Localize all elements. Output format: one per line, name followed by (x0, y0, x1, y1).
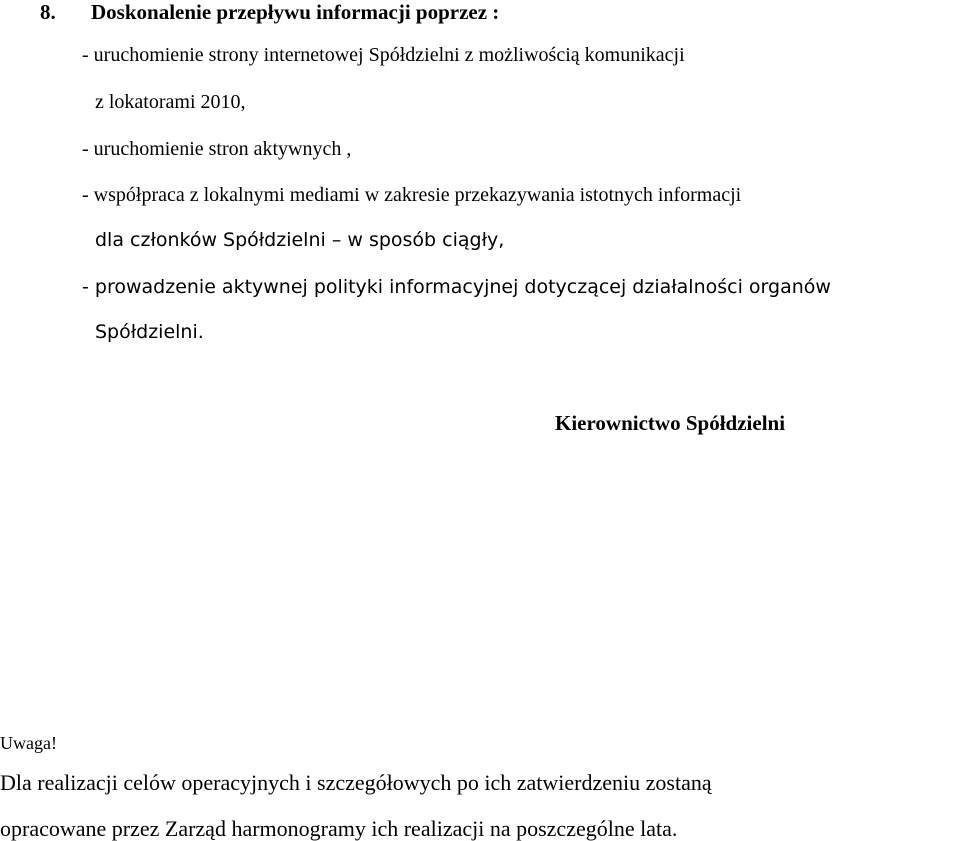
list-item-continuation: z lokatorami 2010, (95, 91, 246, 113)
note-line: opracowane przez Zarząd harmonogramy ich realizacji na poszczególne lata. (0, 816, 678, 841)
section-title: Doskonalenie przepływu informacji poprzez : (91, 0, 500, 24)
note-line: Dla realizacji celów operacyjnych i szczegółowych po ich zatwierdzeniu zostaną (0, 770, 712, 795)
signature: Kierownictwo Spółdzielni (555, 411, 786, 435)
list-item: - współpraca z lokalnymi mediami w zakresie przekazywania istotnych informacji (82, 184, 742, 206)
section-heading (40, 2, 499, 23)
list-item: - prowadzenie aktywnej polityki informacyjnej dotyczącej działalności organów (82, 276, 831, 298)
section-number: 8. (40, 0, 56, 24)
list-item: - uruchomienie stron aktywnych , (82, 138, 352, 160)
list-item-continuation: dla członków Spółdzielni – w sposób ciągły, (95, 229, 505, 251)
list-item: - uruchomienie strony internetowej Spółdzielni z możliwością komunikacji (82, 44, 685, 66)
note-label: Uwaga! (0, 733, 57, 753)
list-item-continuation: Spółdzielni. (95, 321, 204, 343)
